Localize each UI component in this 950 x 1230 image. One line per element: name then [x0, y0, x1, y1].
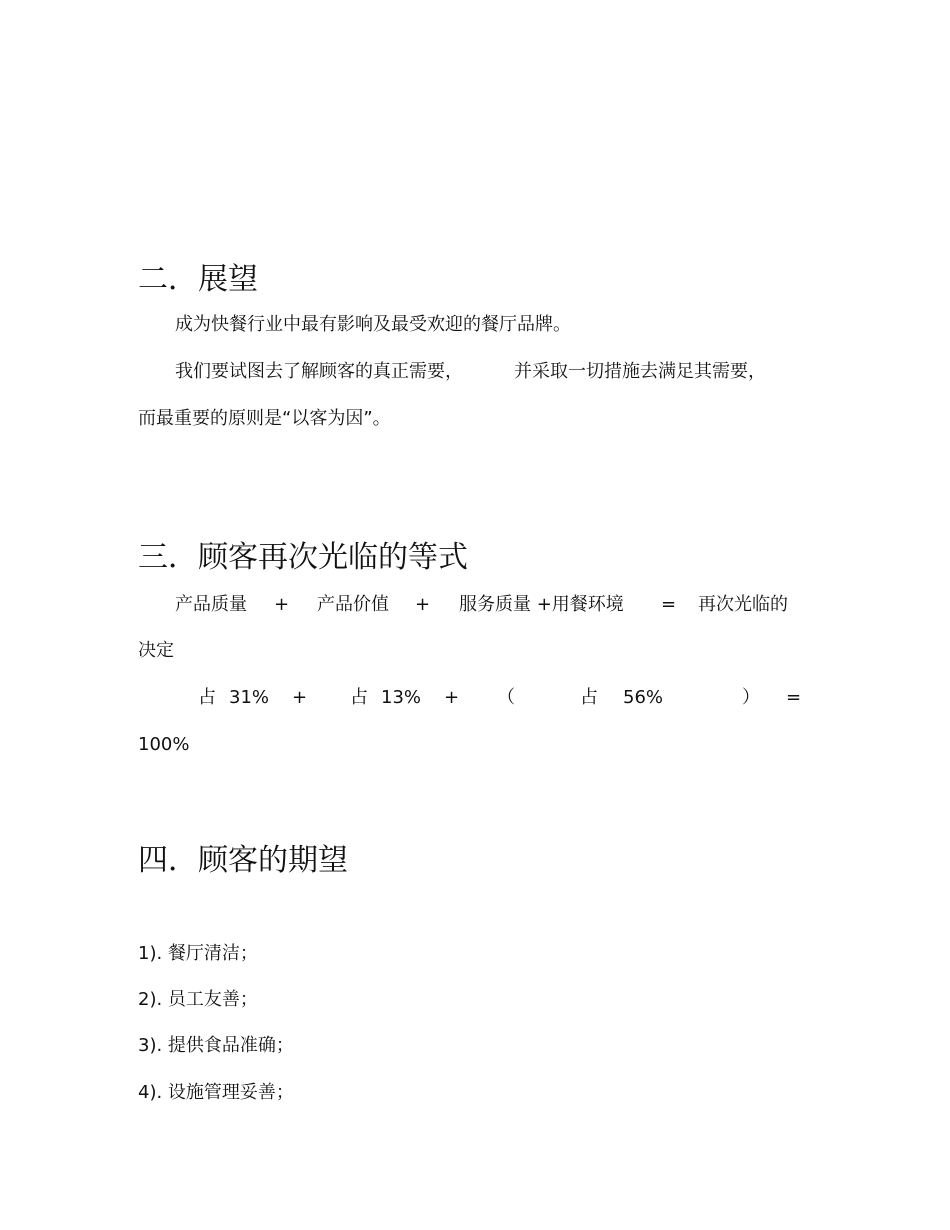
list-item: 3). 提供食品准确； [138, 1035, 294, 1056]
needs-paragraph-part2: 并采取一切措施去满足其需要， [514, 361, 766, 382]
principle-paragraph: 而最重要的原则是“以客为因”。 [138, 408, 391, 429]
eq-term-product-quality: 产品质量 [175, 594, 247, 615]
eq-plus-1: + [274, 594, 290, 615]
eq-term-return-visit: 再次光临的 [698, 594, 788, 615]
vision-paragraph: 成为快餐行业中最有影响及最受欢迎的餐厅品牌。 [175, 314, 571, 335]
section-heading-expectations: 四．顾客的期望 [138, 843, 348, 878]
eq-plus-2: + [415, 594, 431, 615]
needs-paragraph-part1: 我们要试图去了解顾客的真正需要， [175, 361, 463, 382]
pct-label-3: 占 [580, 687, 598, 708]
pct-open-paren: （ [497, 687, 515, 708]
pct-equals: = [786, 687, 802, 708]
list-item: 2). 员工友善； [138, 989, 258, 1010]
eq-equals: = [661, 594, 677, 615]
pct-total: 100% [138, 734, 190, 755]
pct-value-2: 13% [381, 687, 422, 708]
pct-plus-2: + [444, 687, 460, 708]
eq-continuation: 决定 [138, 640, 174, 661]
list-item: 1). 餐厅清洁； [138, 943, 258, 964]
eq-term-product-value: 产品价值 [317, 594, 389, 615]
pct-plus-1: + [292, 687, 308, 708]
section-heading-return-equation: 三．顾客再次光临的等式 [138, 540, 468, 575]
pct-label-2: 占 [350, 687, 368, 708]
section-heading-vision: 二．展望 [138, 262, 258, 297]
pct-close-paren: ） [742, 687, 760, 708]
list-item: 4). 设施管理妥善； [138, 1082, 294, 1103]
eq-term-service-environment: 服务质量 +用餐环境 [459, 594, 624, 615]
pct-value-1: 31% [229, 687, 270, 708]
pct-label-1: 占 [198, 687, 216, 708]
pct-value-3: 56% [623, 687, 664, 708]
